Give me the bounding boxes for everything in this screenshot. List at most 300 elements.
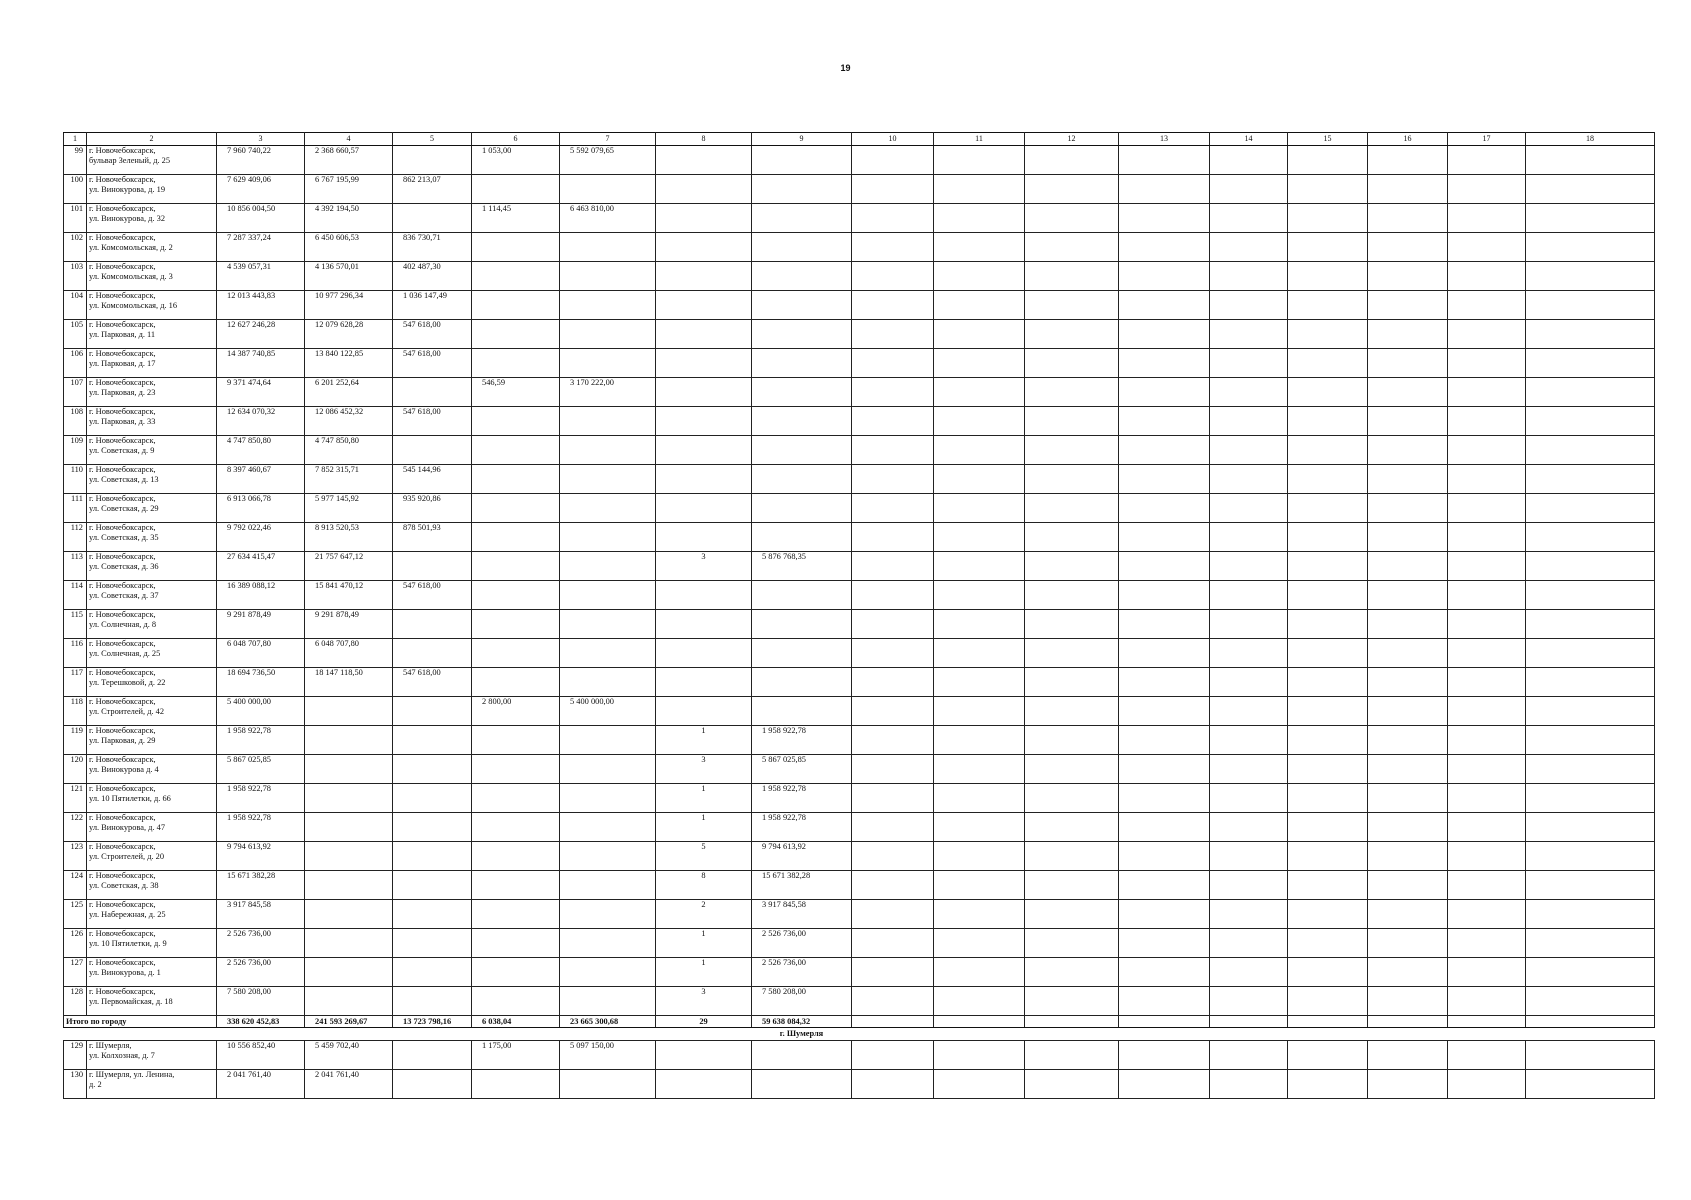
column-number-header-cell: 10 <box>852 133 934 146</box>
address-line-1: г. Новочебоксарск, <box>89 320 156 329</box>
empty-cell-17 <box>1448 726 1526 755</box>
value-cell-3: 4 747 850,80 <box>217 436 305 465</box>
address-line-2: ул. 10 Пятилетки, д. 66 <box>89 793 171 803</box>
empty-cell-13 <box>1119 262 1210 291</box>
value-cell-9 <box>752 494 852 523</box>
row-number-cell: 118 <box>64 697 87 726</box>
empty-cell-18 <box>1526 465 1655 494</box>
empty-cell-14 <box>1210 465 1288 494</box>
column-number-header-cell: 1 <box>64 133 87 146</box>
value-cell-4: 6 767 195,99 <box>305 175 393 204</box>
value-cell-6: 1 114,45 <box>472 204 560 233</box>
empty-cell-14 <box>1210 291 1288 320</box>
column-number-header-cell: 9 <box>752 133 852 146</box>
total-label: Итого по городу <box>64 1016 217 1028</box>
value-cell-6 <box>472 958 560 987</box>
value-cell-7 <box>560 958 656 987</box>
empty-cell-15 <box>1288 436 1368 465</box>
empty-cell-16 <box>1368 465 1448 494</box>
address-line-2: ул. Советская, д. 13 <box>89 474 159 484</box>
empty-cell-10 <box>852 842 934 871</box>
empty-cell-14 <box>1210 726 1288 755</box>
empty-cell-14 <box>1210 958 1288 987</box>
value-cell-3: 2 526 736,00 <box>217 958 305 987</box>
empty-cell-15 <box>1288 900 1368 929</box>
value-cell-6 <box>472 639 560 668</box>
value-cell-7 <box>560 233 656 262</box>
empty-cell-11 <box>934 523 1025 552</box>
empty-cell-17 <box>1448 291 1526 320</box>
total-empty-cell <box>1119 1016 1210 1028</box>
empty-cell-12 <box>1025 755 1119 784</box>
empty-cell-17 <box>1448 871 1526 900</box>
empty-cell-10 <box>852 262 934 291</box>
address-line-2: ул. Парковая, д. 17 <box>89 358 156 368</box>
address-cell <box>87 146 217 175</box>
value-cell-3: 1 958 922,78 <box>217 784 305 813</box>
empty-cell-12 <box>1025 929 1119 958</box>
total-empty-cell <box>852 1016 934 1028</box>
value-cell-3: 10 856 004,50 <box>217 204 305 233</box>
empty-cell-17 <box>1448 900 1526 929</box>
address-cell <box>87 552 217 581</box>
value-cell-7 <box>560 523 656 552</box>
empty-cell-12 <box>1025 146 1119 175</box>
table-row <box>64 987 1655 1016</box>
empty-cell-10 <box>852 813 934 842</box>
value-cell-5: 402 487,30 <box>393 262 472 291</box>
empty-cell-10 <box>852 320 934 349</box>
value-cell-7: 5 097 150,00 <box>560 1041 656 1070</box>
empty-cell-18 <box>1526 697 1655 726</box>
empty-cell-10 <box>852 291 934 320</box>
table-row <box>64 639 1655 668</box>
value-cell-4: 6 450 606,53 <box>305 233 393 262</box>
section-spacer <box>852 1028 1655 1041</box>
empty-cell-17 <box>1448 813 1526 842</box>
page-number: 19 <box>840 63 851 73</box>
empty-cell-13 <box>1119 552 1210 581</box>
value-cell-4 <box>305 755 393 784</box>
value-cell-7 <box>560 813 656 842</box>
value-cell-4: 2 368 660,57 <box>305 146 393 175</box>
address-line-2: ул. Солнечная, д. 25 <box>89 648 161 658</box>
address-line-2: ул. 10 Пятилетки, д. 9 <box>89 938 167 948</box>
value-cell-4 <box>305 697 393 726</box>
row-number-cell: 125 <box>64 900 87 929</box>
row-number-cell: 105 <box>64 320 87 349</box>
empty-cell-14 <box>1210 871 1288 900</box>
table-row <box>64 291 1655 320</box>
empty-cell-11 <box>934 349 1025 378</box>
value-cell-4: 5 977 145,92 <box>305 494 393 523</box>
empty-cell-10 <box>852 552 934 581</box>
total-count: 29 <box>656 1016 752 1028</box>
table-row <box>64 755 1655 784</box>
empty-cell-10 <box>852 987 934 1016</box>
count-cell <box>656 262 752 291</box>
empty-cell-15 <box>1288 871 1368 900</box>
empty-cell-11 <box>934 552 1025 581</box>
table-row <box>64 378 1655 407</box>
table-row <box>64 958 1655 987</box>
count-cell: 1 <box>656 784 752 813</box>
table-row <box>64 262 1655 291</box>
value-cell-9: 7 580 208,00 <box>752 987 852 1016</box>
value-cell-5 <box>393 552 472 581</box>
section-spacer <box>64 1028 752 1041</box>
address-line-2: ул. Колхозная, д. 7 <box>89 1050 155 1060</box>
empty-cell-17 <box>1448 784 1526 813</box>
empty-cell-17 <box>1448 233 1526 262</box>
value-cell-3: 3 917 845,58 <box>217 900 305 929</box>
empty-cell-11 <box>934 1041 1025 1070</box>
value-cell-6 <box>472 436 560 465</box>
empty-cell-13 <box>1119 668 1210 697</box>
table-row <box>64 726 1655 755</box>
empty-cell-11 <box>934 1070 1025 1099</box>
empty-cell-14 <box>1210 610 1288 639</box>
table-row <box>64 407 1655 436</box>
count-cell <box>656 146 752 175</box>
table-row <box>64 552 1655 581</box>
address-line-1: г. Новочебоксарск, <box>89 639 156 648</box>
value-cell-9 <box>752 610 852 639</box>
count-cell: 1 <box>656 929 752 958</box>
address-line-2: ул. Парковая, д. 11 <box>89 329 156 339</box>
empty-cell-14 <box>1210 1041 1288 1070</box>
empty-cell-16 <box>1368 233 1448 262</box>
address-line-1: г. Новочебоксарск, <box>89 726 156 735</box>
empty-cell-15 <box>1288 668 1368 697</box>
empty-cell-15 <box>1288 204 1368 233</box>
empty-cell-13 <box>1119 494 1210 523</box>
total-empty-cell <box>934 1016 1025 1028</box>
empty-cell-16 <box>1368 610 1448 639</box>
empty-cell-15 <box>1288 958 1368 987</box>
address-line-1: г. Новочебоксарск, <box>89 494 156 503</box>
row-number-cell: 102 <box>64 233 87 262</box>
row-number-cell: 126 <box>64 929 87 958</box>
count-cell <box>656 291 752 320</box>
address-cell <box>87 262 217 291</box>
value-cell-4: 12 079 628,28 <box>305 320 393 349</box>
empty-cell-11 <box>934 726 1025 755</box>
column-number-header-cell: 2 <box>87 133 217 146</box>
value-cell-4 <box>305 726 393 755</box>
value-cell-9: 5 876 768,35 <box>752 552 852 581</box>
total-empty-cell <box>1526 1016 1655 1028</box>
empty-cell-15 <box>1288 233 1368 262</box>
row-number-cell: 120 <box>64 755 87 784</box>
address-line-1: г. Новочебоксарск, <box>89 349 156 358</box>
value-cell-9 <box>752 407 852 436</box>
empty-cell-10 <box>852 900 934 929</box>
empty-cell-18 <box>1526 610 1655 639</box>
total-value-7: 23 665 300,68 <box>560 1016 656 1028</box>
empty-cell-14 <box>1210 494 1288 523</box>
total-empty-cell <box>1210 1016 1288 1028</box>
value-cell-6 <box>472 871 560 900</box>
empty-cell-10 <box>852 726 934 755</box>
column-number-header <box>64 133 1655 146</box>
value-cell-9: 1 958 922,78 <box>752 784 852 813</box>
empty-cell-11 <box>934 494 1025 523</box>
empty-cell-13 <box>1119 581 1210 610</box>
empty-cell-10 <box>852 436 934 465</box>
address-cell <box>87 929 217 958</box>
address-line-2: ул. Комсомольская, д. 2 <box>89 242 173 252</box>
value-cell-4: 21 757 647,12 <box>305 552 393 581</box>
row-number-cell: 116 <box>64 639 87 668</box>
value-cell-9 <box>752 175 852 204</box>
empty-cell-12 <box>1025 494 1119 523</box>
value-cell-9: 2 526 736,00 <box>752 929 852 958</box>
empty-cell-11 <box>934 900 1025 929</box>
empty-cell-17 <box>1448 175 1526 204</box>
empty-cell-17 <box>1448 581 1526 610</box>
value-cell-6 <box>472 987 560 1016</box>
row-number-cell: 104 <box>64 291 87 320</box>
value-cell-7 <box>560 291 656 320</box>
value-cell-7 <box>560 842 656 871</box>
empty-cell-13 <box>1119 784 1210 813</box>
table-row <box>64 146 1655 175</box>
empty-cell-18 <box>1526 262 1655 291</box>
empty-cell-13 <box>1119 523 1210 552</box>
column-number-header-cell: 11 <box>934 133 1025 146</box>
row-number-cell: 106 <box>64 349 87 378</box>
address-cell <box>87 320 217 349</box>
empty-cell-10 <box>852 175 934 204</box>
value-cell-4: 18 147 118,50 <box>305 668 393 697</box>
address-cell <box>87 755 217 784</box>
register-rows <box>64 146 1655 1099</box>
table-row <box>64 581 1655 610</box>
empty-cell-14 <box>1210 262 1288 291</box>
column-number-header-cell: 16 <box>1368 133 1448 146</box>
empty-cell-10 <box>852 668 934 697</box>
value-cell-9 <box>752 146 852 175</box>
empty-cell-13 <box>1119 233 1210 262</box>
value-cell-5 <box>393 639 472 668</box>
empty-cell-16 <box>1368 1070 1448 1099</box>
empty-cell-15 <box>1288 349 1368 378</box>
empty-cell-11 <box>934 755 1025 784</box>
value-cell-3: 2 041 761,40 <box>217 1070 305 1099</box>
value-cell-3: 12 013 443,83 <box>217 291 305 320</box>
empty-cell-16 <box>1368 726 1448 755</box>
value-cell-5 <box>393 784 472 813</box>
empty-cell-12 <box>1025 668 1119 697</box>
value-cell-6 <box>472 581 560 610</box>
empty-cell-12 <box>1025 291 1119 320</box>
address-cell <box>87 784 217 813</box>
empty-cell-16 <box>1368 523 1448 552</box>
empty-cell-15 <box>1288 407 1368 436</box>
address-line-2: ул. Строителей, д. 20 <box>89 851 165 861</box>
value-cell-3: 6 048 707,80 <box>217 639 305 668</box>
row-number-cell: 129 <box>64 1041 87 1070</box>
empty-cell-12 <box>1025 407 1119 436</box>
value-cell-7: 3 170 222,00 <box>560 378 656 407</box>
value-cell-4 <box>305 842 393 871</box>
address-line-1: г. Новочебоксарск, <box>89 146 156 155</box>
address-cell <box>87 610 217 639</box>
address-line-2: бульвар Зеленый, д. 25 <box>89 155 171 165</box>
value-cell-9 <box>752 378 852 407</box>
value-cell-4: 15 841 470,12 <box>305 581 393 610</box>
row-number-cell: 107 <box>64 378 87 407</box>
empty-cell-14 <box>1210 697 1288 726</box>
value-cell-4 <box>305 871 393 900</box>
table-row <box>64 697 1655 726</box>
count-cell <box>656 1041 752 1070</box>
empty-cell-17 <box>1448 407 1526 436</box>
column-number-header-cell: 13 <box>1119 133 1210 146</box>
empty-cell-11 <box>934 320 1025 349</box>
value-cell-7: 5 592 079,65 <box>560 146 656 175</box>
empty-cell-16 <box>1368 349 1448 378</box>
empty-cell-14 <box>1210 552 1288 581</box>
value-cell-5 <box>393 842 472 871</box>
empty-cell-16 <box>1368 552 1448 581</box>
empty-cell-15 <box>1288 262 1368 291</box>
empty-cell-11 <box>934 378 1025 407</box>
empty-cell-13 <box>1119 813 1210 842</box>
empty-cell-18 <box>1526 320 1655 349</box>
empty-cell-14 <box>1210 581 1288 610</box>
count-cell <box>656 523 752 552</box>
value-cell-3: 7 960 740,22 <box>217 146 305 175</box>
table-row <box>64 523 1655 552</box>
value-cell-9 <box>752 1041 852 1070</box>
address-line-1: г. Новочебоксарск, <box>89 523 156 532</box>
address-line-1: г. Шумерля, <box>89 1041 132 1050</box>
empty-cell-17 <box>1448 436 1526 465</box>
count-cell <box>656 581 752 610</box>
value-cell-6 <box>472 494 560 523</box>
empty-cell-14 <box>1210 146 1288 175</box>
empty-cell-16 <box>1368 784 1448 813</box>
value-cell-6 <box>472 813 560 842</box>
empty-cell-18 <box>1526 987 1655 1016</box>
empty-cell-18 <box>1526 871 1655 900</box>
value-cell-5: 547 618,00 <box>393 407 472 436</box>
value-cell-4: 2 041 761,40 <box>305 1070 393 1099</box>
empty-cell-13 <box>1119 378 1210 407</box>
empty-cell-18 <box>1526 494 1655 523</box>
value-cell-5 <box>393 1041 472 1070</box>
value-cell-9: 9 794 613,92 <box>752 842 852 871</box>
empty-cell-10 <box>852 494 934 523</box>
value-cell-4: 9 291 878,49 <box>305 610 393 639</box>
empty-cell-14 <box>1210 929 1288 958</box>
empty-cell-11 <box>934 233 1025 262</box>
value-cell-6: 1 053,00 <box>472 146 560 175</box>
address-line-2: ул. Парковая, д. 23 <box>89 387 156 397</box>
column-number-header-cell: 17 <box>1448 133 1526 146</box>
empty-cell-14 <box>1210 204 1288 233</box>
value-cell-3: 14 387 740,85 <box>217 349 305 378</box>
address-line-2: ул. Солнечная, д. 8 <box>89 619 157 629</box>
empty-cell-13 <box>1119 291 1210 320</box>
value-cell-6 <box>472 726 560 755</box>
address-cell <box>87 1070 217 1099</box>
empty-cell-10 <box>852 871 934 900</box>
empty-cell-14 <box>1210 320 1288 349</box>
table-row <box>64 494 1655 523</box>
total-value-3: 338 620 452,83 <box>217 1016 305 1028</box>
count-cell: 3 <box>656 987 752 1016</box>
value-cell-4: 10 977 296,34 <box>305 291 393 320</box>
empty-cell-18 <box>1526 523 1655 552</box>
empty-cell-18 <box>1526 668 1655 697</box>
address-line-2: ул. Комсомольская, д. 16 <box>89 300 178 310</box>
empty-cell-12 <box>1025 987 1119 1016</box>
column-number-header-cell: 3 <box>217 133 305 146</box>
section-row <box>64 1028 1655 1041</box>
total-empty-cell <box>1025 1016 1119 1028</box>
empty-cell-16 <box>1368 407 1448 436</box>
empty-cell-15 <box>1288 726 1368 755</box>
empty-cell-14 <box>1210 755 1288 784</box>
empty-cell-16 <box>1368 291 1448 320</box>
address-cell <box>87 668 217 697</box>
value-cell-3: 16 389 088,12 <box>217 581 305 610</box>
empty-cell-14 <box>1210 378 1288 407</box>
address-line-1: г. Новочебоксарск, <box>89 929 156 938</box>
value-cell-5: 545 144,96 <box>393 465 472 494</box>
value-cell-5: 547 618,00 <box>393 349 472 378</box>
address-line-1: г. Новочебоксарск, <box>89 697 156 706</box>
empty-cell-10 <box>852 1041 934 1070</box>
value-cell-4 <box>305 900 393 929</box>
value-cell-7 <box>560 581 656 610</box>
row-number-cell: 115 <box>64 610 87 639</box>
value-cell-9 <box>752 291 852 320</box>
row-number-cell: 128 <box>64 987 87 1016</box>
total-empty-cell <box>1448 1016 1526 1028</box>
value-cell-5 <box>393 987 472 1016</box>
empty-cell-10 <box>852 697 934 726</box>
address-line-2: ул. Советская, д. 38 <box>89 880 159 890</box>
empty-cell-15 <box>1288 1070 1368 1099</box>
value-cell-7 <box>560 929 656 958</box>
empty-cell-16 <box>1368 175 1448 204</box>
empty-cell-17 <box>1448 204 1526 233</box>
value-cell-7 <box>560 465 656 494</box>
empty-cell-16 <box>1368 146 1448 175</box>
empty-cell-11 <box>934 987 1025 1016</box>
empty-cell-10 <box>852 146 934 175</box>
empty-cell-12 <box>1025 726 1119 755</box>
count-cell <box>656 204 752 233</box>
address-line-1: г. Новочебоксарск, <box>89 465 156 474</box>
empty-cell-16 <box>1368 1041 1448 1070</box>
value-cell-7 <box>560 349 656 378</box>
value-cell-9: 5 867 025,85 <box>752 755 852 784</box>
address-cell <box>87 958 217 987</box>
empty-cell-13 <box>1119 755 1210 784</box>
empty-cell-16 <box>1368 842 1448 871</box>
value-cell-3: 5 400 000,00 <box>217 697 305 726</box>
empty-cell-18 <box>1526 552 1655 581</box>
address-line-1: г. Шумерля, ул. Ленина, <box>89 1070 175 1079</box>
value-cell-5 <box>393 929 472 958</box>
empty-cell-17 <box>1448 552 1526 581</box>
empty-cell-13 <box>1119 407 1210 436</box>
